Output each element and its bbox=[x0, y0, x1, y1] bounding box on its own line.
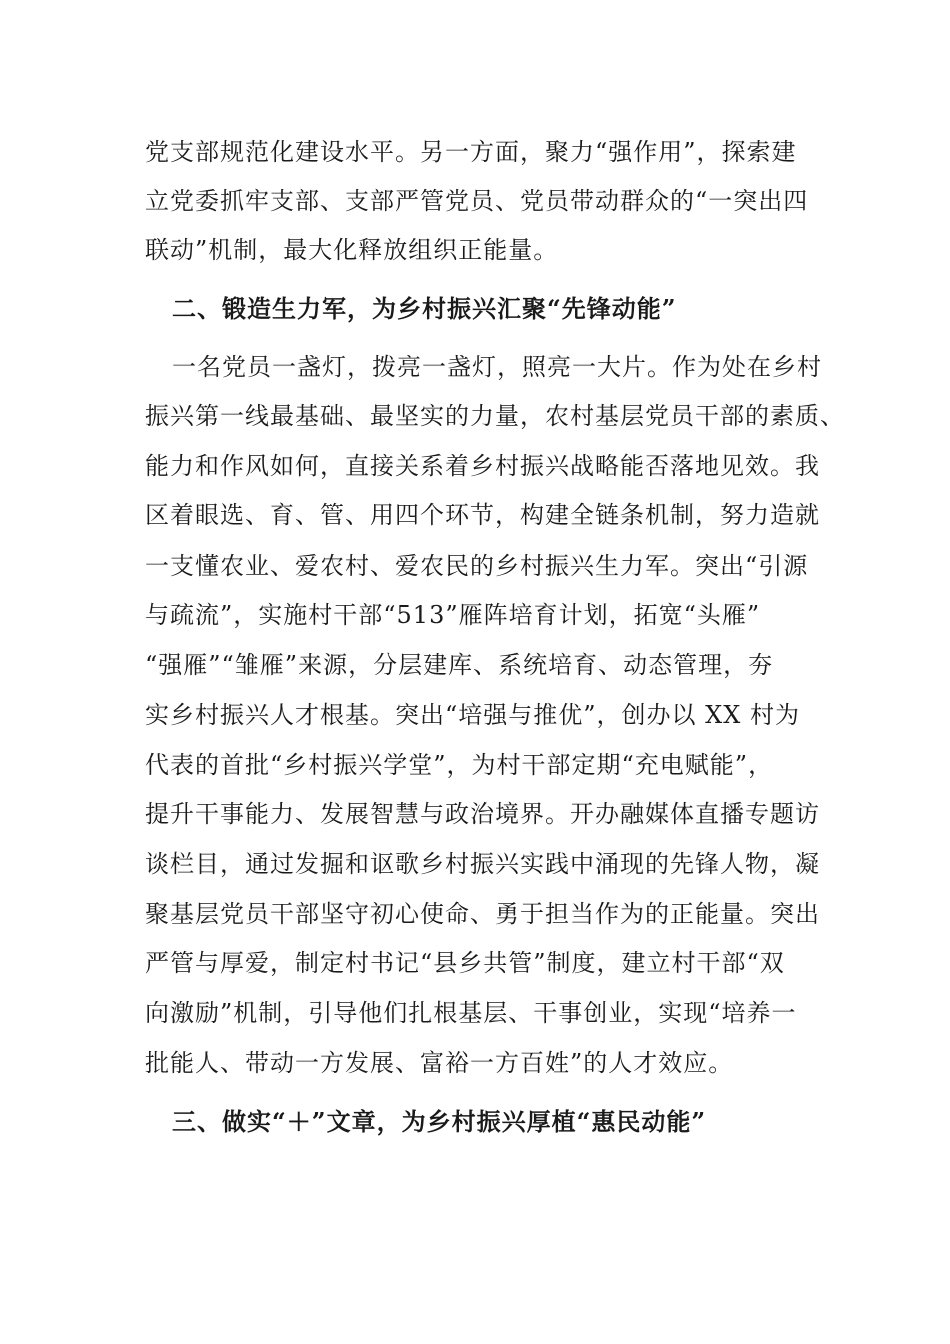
paragraph-1-line-1: 党支部规范化建设水平。另一方面，聚力“强作用”，探索建 bbox=[145, 138, 797, 166]
section-heading-3: 三、做实“＋”文章，为乡村振兴厚植“惠民动能” bbox=[172, 1107, 707, 1136]
paragraph-2-line-15: 批能人、带动一方发展、富裕一方百姓”的人才效应。 bbox=[145, 1049, 734, 1077]
paragraph-2-line-5: 一支懂农业、爱农村、爱农民的乡村振兴生力军。突出“引源 bbox=[145, 552, 809, 580]
paragraph-1-line-2: 立党委抓牢支部、支部严管党员、党员带动群众的“一突出四 bbox=[145, 187, 809, 215]
paragraph-2-line-4: 区着眼选、育、管、用四个环节，构建全链条机制，努力造就 bbox=[145, 501, 820, 529]
paragraph-2-line-3: 能力和作风如何，直接关系着乡村振兴战略能否落地见效。我 bbox=[145, 452, 820, 480]
paragraph-2-line-6: 与疏流”，实施村干部“513”雁阵培育计划，拓宽“头雁” bbox=[145, 601, 761, 629]
section-heading-2: 二、锻造生力军，为乡村振兴汇聚“先锋动能” bbox=[172, 294, 677, 323]
paragraph-1-line-3: 联动”机制，最大化释放组织正能量。 bbox=[145, 236, 559, 264]
paragraph-2-line-8: 实乡村振兴人才根基。突出“培强与推优”，创办以 XX 村为 bbox=[145, 701, 800, 729]
paragraph-2-line-10: 提升干事能力、发展智慧与政治境界。开办融媒体直播专题访 bbox=[145, 800, 820, 828]
paragraph-2-line-1: 一名党员一盏灯，拨亮一盏灯，照亮一大片。作为处在乡村 bbox=[172, 353, 822, 381]
paragraph-2-line-11: 谈栏目，通过发掘和讴歌乡村振兴实践中涌现的先锋人物，凝 bbox=[145, 850, 820, 878]
paragraph-2-line-2: 振兴第一线最基础、最坚实的力量，农村基层党员干部的素质、 bbox=[145, 402, 845, 430]
paragraph-2-line-9: 代表的首批“乡村振兴学堂”，为村干部定期“充电赋能”， bbox=[145, 751, 774, 779]
paragraph-2-line-13: 严管与厚爱，制定村书记“县乡共管”制度，建立村干部“双 bbox=[145, 949, 785, 977]
paragraph-2-line-12: 聚基层党员干部坚守初心使命、勇于担当作为的正能量。突出 bbox=[145, 900, 820, 928]
paragraph-2-line-7: “强雁”“雏雁”来源，分层建库、系统培育、动态管理，夯 bbox=[145, 651, 774, 679]
paragraph-2-line-14: 向激励”机制，引导他们扎根基层、干事创业，实现“培养一 bbox=[145, 999, 797, 1027]
